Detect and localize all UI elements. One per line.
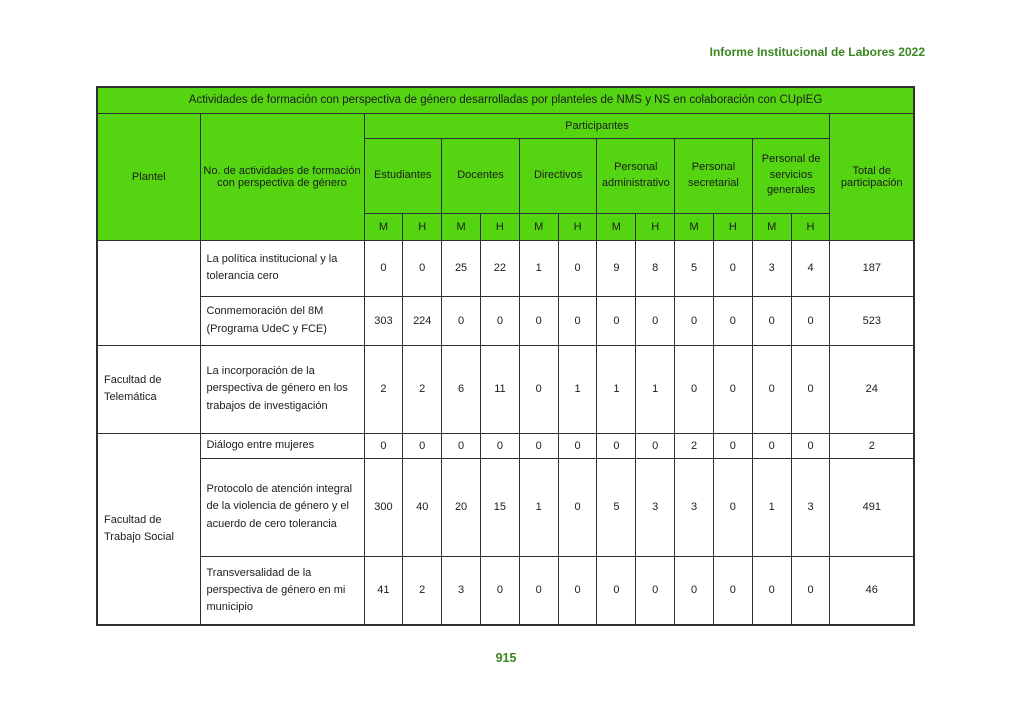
cell-value: 0: [480, 296, 519, 345]
cell-value: 0: [558, 556, 597, 625]
cell-value: 0: [675, 345, 714, 433]
table-row: [97, 433, 914, 458]
cell-value: 0: [558, 296, 597, 345]
cell-plantel: Facultad de Trabajo Social: [97, 433, 200, 625]
cell-value: 2: [403, 556, 442, 625]
page-number: 915: [495, 651, 517, 665]
cell-value: 0: [675, 556, 714, 625]
cell-value: 0: [442, 433, 481, 458]
table-body: [97, 240, 914, 625]
cell-value: 1: [752, 458, 791, 556]
cell-total: 187: [830, 240, 914, 296]
cell-total: 523: [830, 296, 914, 345]
cell-value: 0: [636, 296, 675, 345]
cell-value: 0: [442, 296, 481, 345]
cell-value: 0: [519, 345, 558, 433]
header-personal-administrativo: Personal administrativo: [597, 138, 675, 213]
table-row: [97, 458, 914, 556]
header-h: H: [713, 213, 752, 240]
cell-value: 0: [636, 433, 675, 458]
cell-value: 0: [752, 296, 791, 345]
cell-activity: Protocolo de atención integral de la violencia de género y el acuerdo de cero tolerancia: [200, 458, 364, 556]
cell-activity: Conmemoración del 8M (Programa UdeC y FCE): [200, 296, 364, 345]
cell-value: 300: [364, 458, 403, 556]
header-plantel: Plantel: [97, 113, 200, 240]
cell-value: 1: [519, 240, 558, 296]
cell-value: 20: [442, 458, 481, 556]
cell-value: 8: [636, 240, 675, 296]
cell-value: 0: [519, 433, 558, 458]
header-h: H: [636, 213, 675, 240]
cell-value: 5: [675, 240, 714, 296]
cell-value: 0: [480, 556, 519, 625]
cell-value: 0: [713, 458, 752, 556]
table-header: [97, 87, 914, 240]
cell-activity: La política institucional y la tolerancia cero: [200, 240, 364, 296]
cell-value: 3: [442, 556, 481, 625]
cell-value: 6: [442, 345, 481, 433]
table-row: [97, 556, 914, 625]
cell-value: 0: [752, 433, 791, 458]
cell-value: 0: [519, 556, 558, 625]
cell-value: 41: [364, 556, 403, 625]
cell-value: 224: [403, 296, 442, 345]
report-table: [96, 86, 915, 626]
cell-value: 0: [558, 433, 597, 458]
header-docentes: Docentes: [442, 138, 520, 213]
cell-total: 24: [830, 345, 914, 433]
header-h: H: [558, 213, 597, 240]
header-h: H: [403, 213, 442, 240]
cell-value: 4: [791, 240, 830, 296]
cell-value: 0: [791, 556, 830, 625]
header-h: H: [480, 213, 519, 240]
cell-value: 3: [791, 458, 830, 556]
cell-value: 3: [752, 240, 791, 296]
cell-value: 0: [403, 433, 442, 458]
cell-value: 0: [675, 296, 714, 345]
cell-activity: Transversalidad de la perspectiva de género en mi municipio: [200, 556, 364, 625]
cell-value: 0: [752, 556, 791, 625]
cell-value: 0: [597, 556, 636, 625]
header-personal-servicios-generales: Personal de servicios generales: [752, 138, 830, 213]
cell-value: 0: [713, 240, 752, 296]
cell-value: 3: [636, 458, 675, 556]
cell-value: 1: [597, 345, 636, 433]
header-estudiantes: Estudiantes: [364, 138, 442, 213]
cell-value: 0: [597, 433, 636, 458]
cell-value: 1: [519, 458, 558, 556]
cell-total: 2: [830, 433, 914, 458]
header-h: H: [791, 213, 830, 240]
cell-value: 0: [791, 345, 830, 433]
header-m: M: [519, 213, 558, 240]
cell-value: 0: [791, 296, 830, 345]
header-m: M: [364, 213, 403, 240]
cell-value: 0: [403, 240, 442, 296]
table-row: [97, 240, 914, 296]
header-m: M: [597, 213, 636, 240]
cell-value: 0: [364, 433, 403, 458]
cell-value: 0: [364, 240, 403, 296]
cell-value: 0: [713, 433, 752, 458]
table-title-row: [97, 87, 914, 113]
cell-value: 5: [597, 458, 636, 556]
header-m: M: [675, 213, 714, 240]
cell-value: 9: [597, 240, 636, 296]
cell-value: 0: [713, 556, 752, 625]
header-m: M: [752, 213, 791, 240]
cell-value: 3: [675, 458, 714, 556]
cell-value: 0: [480, 433, 519, 458]
cell-value: 22: [480, 240, 519, 296]
header-m: M: [442, 213, 481, 240]
cell-value: 0: [713, 345, 752, 433]
cell-value: 0: [519, 296, 558, 345]
cell-activity: La incorporación de la perspectiva de género en los trabajos de investigación: [200, 345, 364, 433]
header-actividades: No. de actividades de formación con perspectiva de género: [200, 113, 364, 240]
header-participantes: Participantes: [364, 113, 830, 138]
cell-value: 1: [558, 345, 597, 433]
cell-value: 0: [791, 433, 830, 458]
header-directivos: Directivos: [519, 138, 597, 213]
header-personal-secretarial: Personal secretarial: [675, 138, 753, 213]
cell-value: 40: [403, 458, 442, 556]
cell-value: 0: [558, 240, 597, 296]
header-row-participantes: [97, 113, 914, 138]
table-row: [97, 345, 914, 433]
cell-plantel: [97, 240, 200, 345]
table-title: Actividades de formación con perspectiva de género desarrolladas por planteles de NMS y NS en colaboración con CUpIEG: [97, 87, 914, 113]
cell-value: 15: [480, 458, 519, 556]
header-total: Total de participación: [830, 113, 914, 240]
cell-value: 2: [364, 345, 403, 433]
cell-value: 2: [675, 433, 714, 458]
cell-total: 46: [830, 556, 914, 625]
table-row: [97, 296, 914, 345]
cell-total: 491: [830, 458, 914, 556]
cell-value: 303: [364, 296, 403, 345]
cell-activity: Diálogo entre mujeres: [200, 433, 364, 458]
cell-value: 0: [713, 296, 752, 345]
cell-value: 11: [480, 345, 519, 433]
cell-value: 25: [442, 240, 481, 296]
report-title-header: Informe Institucional de Labores 2022: [709, 45, 925, 59]
cell-value: 1: [636, 345, 675, 433]
cell-value: 0: [752, 345, 791, 433]
cell-value: 0: [636, 556, 675, 625]
cell-plantel: Facultad de Telemática: [97, 345, 200, 433]
cell-value: 2: [403, 345, 442, 433]
cell-value: 0: [558, 458, 597, 556]
cell-value: 0: [597, 296, 636, 345]
